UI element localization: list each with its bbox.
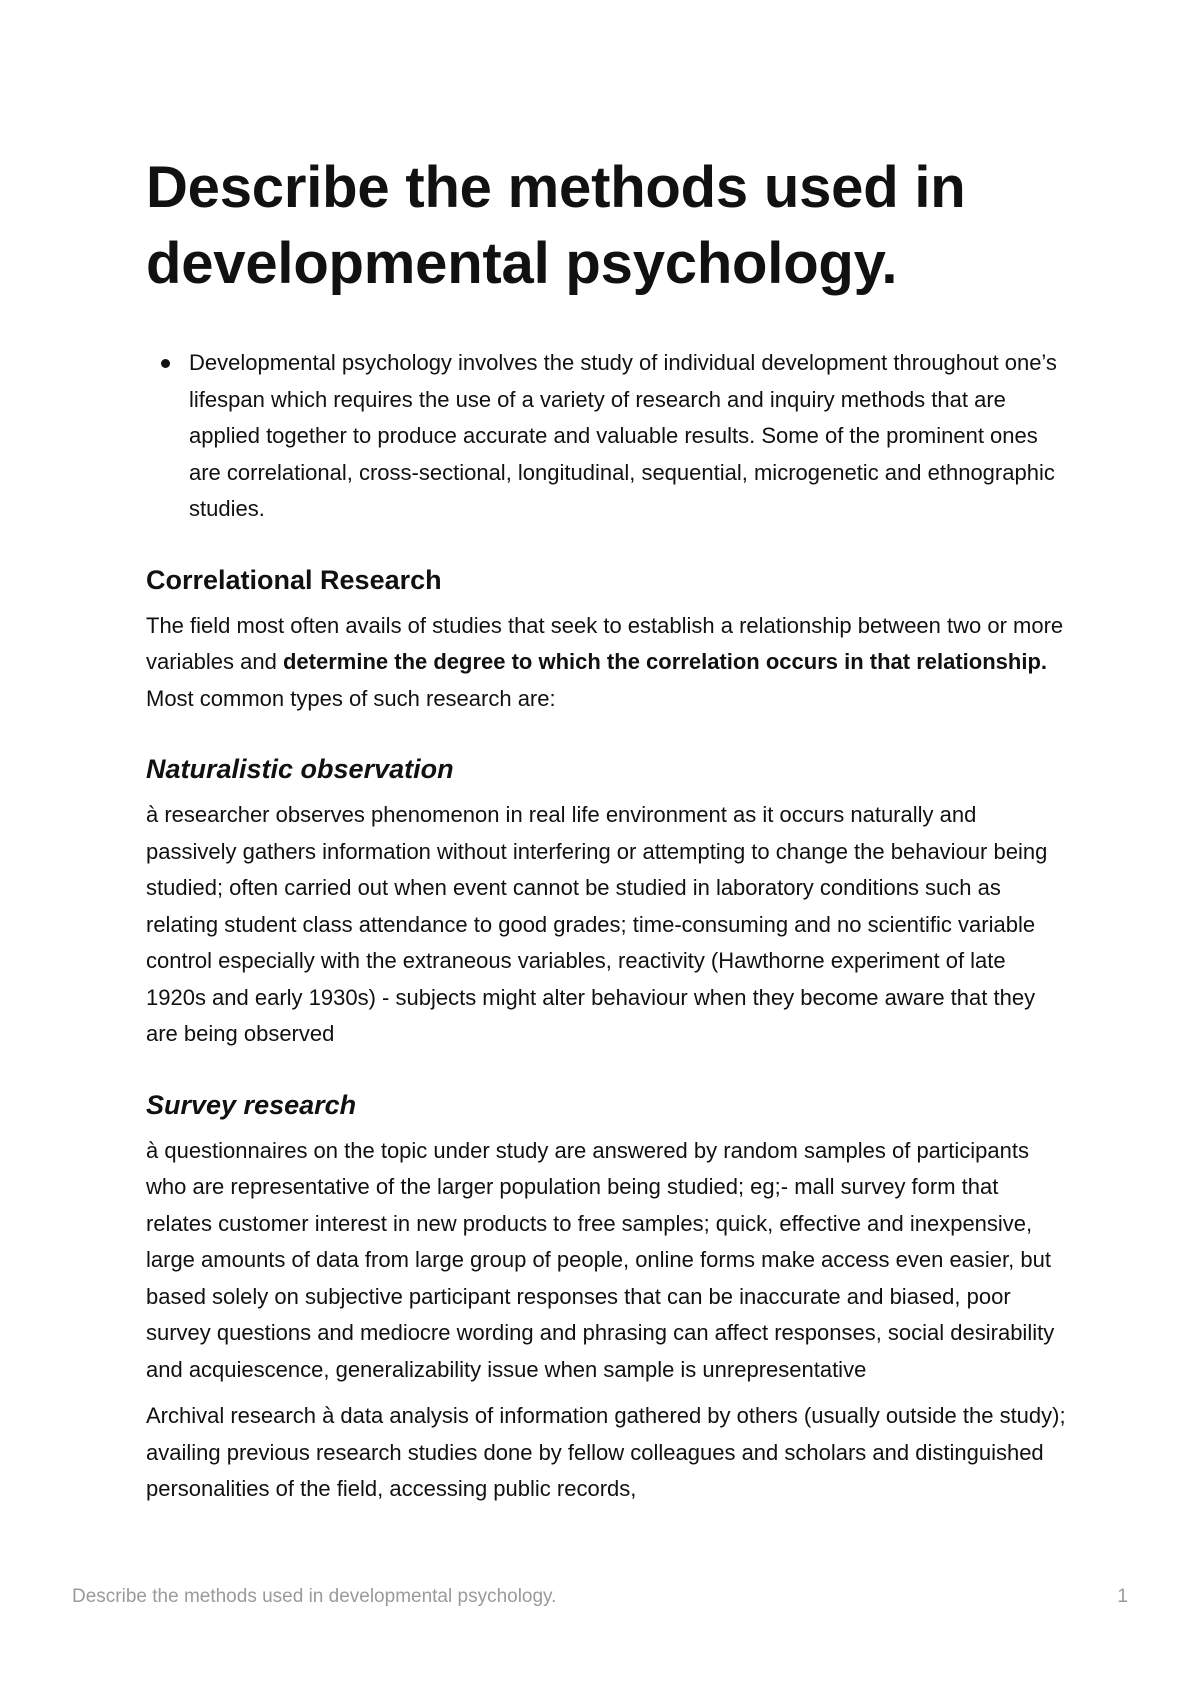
correlational-section	[146, 562, 1066, 718]
naturalistic-paragraph: à researcher observes phenomenon in real life environment as it occurs naturally and passively gathers information without interfering or attempting to change the behaviour being studied; often carried out when event cannot be studied in laboratory conditions such as relating student class attendance to good grades; time-consuming and no scientific variable control especially with the extraneous variables, reactivity (Hawthorne experiment of late 1920s and early 1930s) - subjects might alter behaviour when they become aware that they are being observed	[146, 802, 1048, 1046]
intro-bullet-list	[146, 345, 1066, 528]
naturalistic-heading: Naturalistic observation	[146, 754, 454, 784]
document-title: Describe the methods used in developmental psychology.	[146, 155, 966, 296]
survey-section	[146, 1087, 1066, 1508]
bullet-dot-icon	[161, 359, 170, 368]
correlational-text-after: Most common types of such research are:	[146, 685, 556, 711]
intro-bullet-text: Developmental psychology involves the study of individual development throughout one’s lifespan which requires the use of a variety of research and inquiry methods that are applied together to produce accurate and valuable results. Some of the prominent ones are correlational, cross-sectional, longitudinal, sequential, microgenetic and ethnographic studies.	[189, 350, 1057, 521]
document-body	[146, 150, 1066, 1514]
correlational-paragraph	[146, 608, 1066, 718]
survey-heading: Survey research	[146, 1089, 357, 1120]
footer-document-title: Describe the methods used in developmental psychology.	[72, 1586, 557, 1607]
footer-page-number: 1	[1117, 1586, 1128, 1607]
survey-paragraph: à questionnaires on the topic under study are answered by random samples of participants who are representative of the larger population being studied; eg;- mall survey form that relates customer interest in new products to free samples; quick, effective and inexpensive, large amounts of data from large group of people, online forms make access even easier, but based solely on subjective participant responses that can be inaccurate and biased, poor survey questions and mediocre wording and phrasing can affect responses, social desirability and acquiescence, generalizability issue when sample is unrepresentative	[146, 1137, 1055, 1382]
naturalistic-section	[146, 751, 1066, 1053]
correlational-heading: Correlational Research	[146, 564, 442, 595]
archival-paragraph: Archival research à data analysis of information gathered by others (usually outside the study); availing previous research studies done by fellow colleagues and scholars and distinguished personalities of the field, accessing public records,	[146, 1403, 1066, 1501]
page-footer	[72, 1586, 1128, 1608]
intro-bullet-item	[146, 345, 1066, 528]
correlational-text-before: The field most often avails of studies that seek to establish a relationship between two or more variables and	[146, 612, 1064, 674]
correlational-text-bold: determine the degree to which the correlation occurs in that relationship.	[282, 649, 1048, 674]
